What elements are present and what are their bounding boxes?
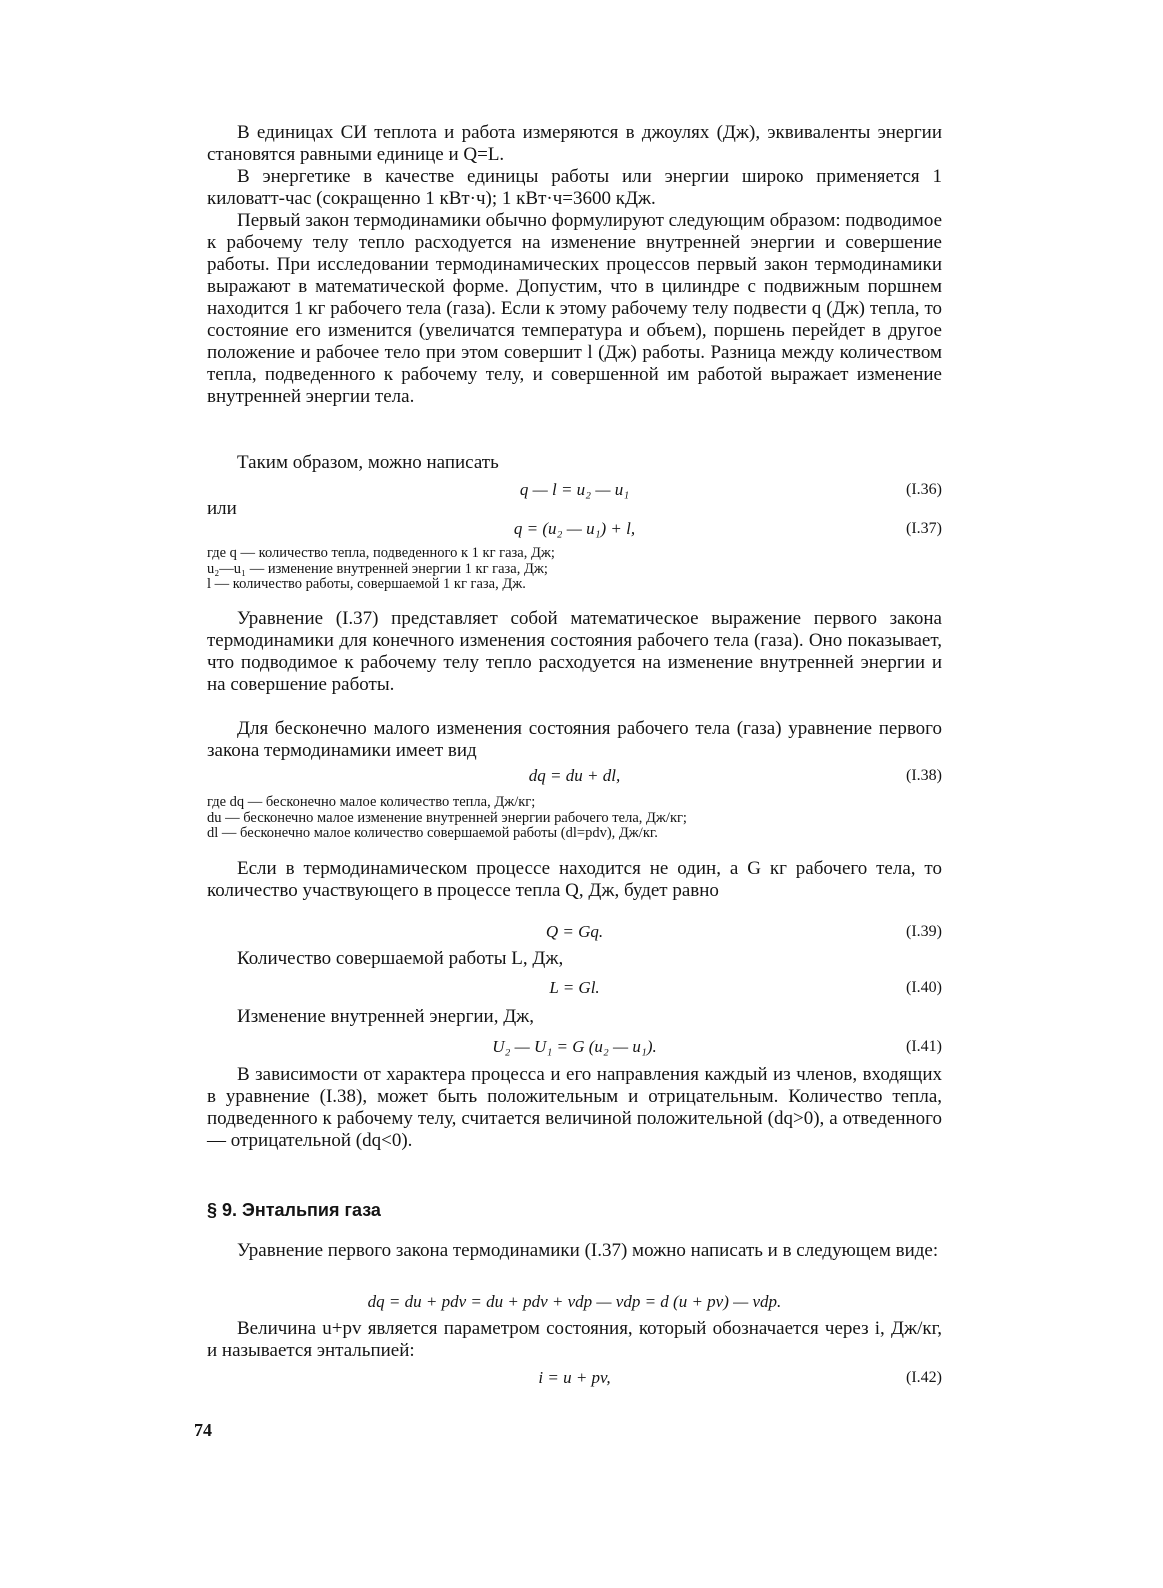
equation-i39 [207,920,942,944]
paragraph-infinitesimal: Для бесконечно малого изменения состояния рабочего тела (газа) уравнение первого закона термодинамики имеет вид [207,718,942,761]
equation-formula: q — l = u₂ — u₁ [519,480,630,499]
paragraph-alt-form: Уравнение первого закона термодинамики (I.37) можно написать и в следующем виде: [237,1240,939,1261]
paragraph-kilowatt-hour: В энергетике в качестве единицы работы или энергии широко применяется 1 киловатт-час (сокращенно 1 кВт·ч); 1 кВт·ч=3600 кДж. [207,166,942,209]
equation-number: (I.40) [906,979,942,996]
paragraph-signs: В зависимости от характера процесса и его направления каждый из членов, входящих в уравнение (I.38), может быть положительным и отрицательным. Количество тепла, подведенного к рабочему телу, считается величиной положительной (dq>0), а отведенного — отрицательной (dq<0). [207,1064,942,1151]
notes-block-2 [207,795,942,842]
equation-formula: L = Gl. [549,978,600,997]
equation-formula: dq = du + dl, [528,766,621,785]
equation-formula: dq = du + pdv = du + pdv + vdp — vdp = d (u + pv) — vdp. [367,1292,782,1311]
note-line: где q — количество тепла, подведенного к 1 кг газа, Дж; [207,545,555,561]
page-number: 74 [194,1420,212,1440]
paragraph-si-units: В единицах СИ теплота и работа измеряются в джоулях (Дж), эквиваленты энергии становятся равными единице и Q=L. [207,122,942,165]
equation-formula: U₂ — U₁ = G (u₂ — u₁). [492,1037,657,1056]
equation-i38 [207,764,942,788]
equation-dq-expansion [207,1290,942,1314]
equation-formula: i = u + pv, [538,1368,611,1387]
paragraph-g-kg: Если в термодинамическом процессе находится не один, а G кг рабочего тела, то количество участвующего в процессе тепла Q, Дж, будет равно [207,858,942,901]
paragraph-thus: Таким образом, можно написать [237,452,499,473]
note-line: du — бесконечно малое изменение внутренней энергии рабочего тела, Дж/кг; [207,809,687,826]
equation-number: (I.42) [906,1369,942,1386]
section-heading: § 9. Энтальпия газа [207,1200,381,1220]
equation-i37 [207,517,942,541]
note-line: u₂—u₁ — изменение внутренней энергии 1 кг газа, Дж; [207,560,548,577]
note-line: dl — бесконечно малое количество совершаемой работы (dl=pdv), Дж/кг. [207,825,658,841]
equation-i41 [207,1035,942,1059]
equation-number: (I.39) [906,923,942,940]
paragraph-internal-energy: Изменение внутренней энергии, Дж, [237,1006,535,1027]
equation-formula: Q = Gq. [545,922,604,941]
paragraph-work-amount: Количество совершаемой работы L, Дж, [237,948,564,969]
note-line: где dq — бесконечно малое количество тепла, Дж/кг; [207,794,536,810]
equation-i40 [207,976,942,1000]
equation-number: (I.37) [906,520,942,537]
equation-i36 [207,478,942,502]
equation-number: (I.38) [906,767,942,784]
equation-number: (I.36) [906,481,942,498]
equation-i42 [207,1366,942,1390]
paragraph-enthalpy: Величина u+pv является параметром состояния, который обозначается через i, Дж/кг, и называется энтальпией: [207,1318,942,1361]
note-line: l — количество работы, совершаемой 1 кг газа, Дж. [207,576,526,592]
equation-formula: q = (u₂ — u₁) + l, [513,519,636,538]
equation-number: (I.41) [906,1038,942,1055]
paragraph-equation-i37: Уравнение (I.37) представляет собой математическое выражение первого закона термодинамики для конечного изменения состояния рабочего тела (газа). Оно показывает, что подводимое к рабочему телу тепло расходуется на изменение внутренней энергии и на совершение работы. [207,608,942,695]
notes-block-1 [207,546,942,593]
word-or: или [207,498,237,519]
paragraph-first-law: Первый закон термодинамики обычно формулируют следующим образом: подводимое к рабочему телу тепло расходуется на изменение внутренней энергии и совершение работы. При исследовании термодинамических процессов первый закон термодинамики выражают в математической форме. Допустим, что в цилиндре с подвижным поршнем находится 1 кг рабочего тела (газа). Если к этому рабочему телу подвести q (Дж) тепла, то состояние его изменится (увеличатся температура и объем), поршень перейдет в другое положение и рабочее тело при этом совершит l (Дж) работы. Разница между количеством тепла, подведенного к рабочему телу, и совершенной им работой выражает изменение внутренней энергии тела. [207,210,942,407]
